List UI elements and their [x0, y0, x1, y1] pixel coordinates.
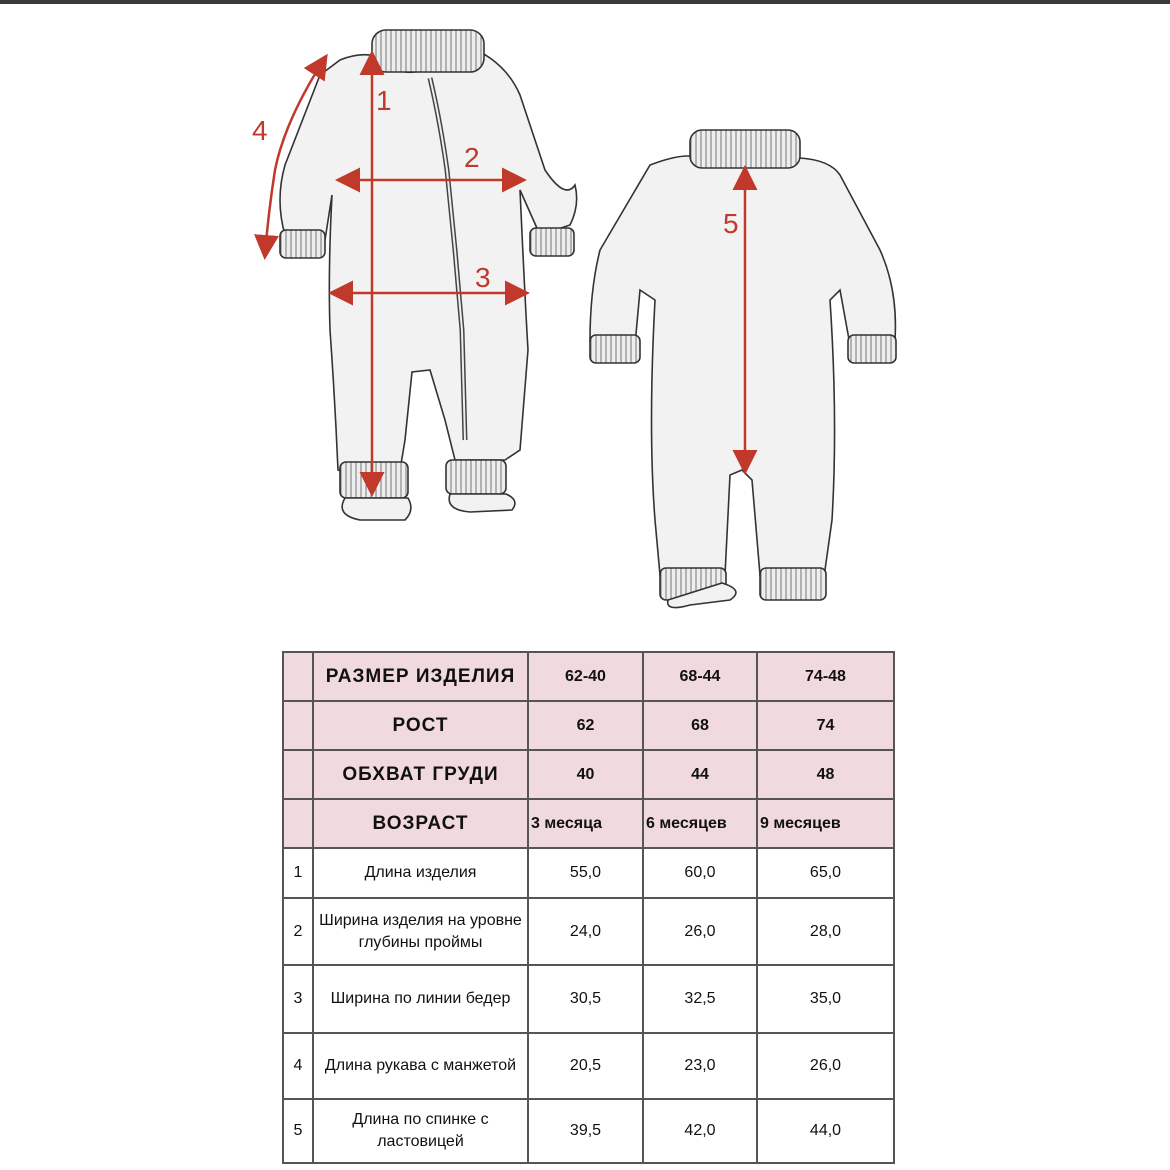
table-row: [283, 1099, 894, 1163]
row-value: 55,0: [528, 848, 643, 898]
header-value: 74-48: [757, 652, 894, 701]
header-row-age: [283, 799, 894, 848]
header-value: 74: [757, 701, 894, 750]
header-value: 44: [643, 750, 757, 799]
row-number: 4: [283, 1033, 313, 1099]
back-collar: [690, 130, 800, 168]
size-chart-table: [282, 651, 895, 1164]
row-value: 39,5: [528, 1099, 643, 1163]
row-number: 3: [283, 965, 313, 1033]
header-value: 6 месяцев: [643, 799, 757, 848]
table-row: [283, 898, 894, 965]
row-value: 35,0: [757, 965, 894, 1033]
back-left-cuff: [590, 335, 640, 363]
header-value: 62-40: [528, 652, 643, 701]
row-value: 42,0: [643, 1099, 757, 1163]
header-value: 62: [528, 701, 643, 750]
row-value: 44,0: [757, 1099, 894, 1163]
measure-label-3: 3: [475, 262, 491, 293]
row-value: 24,0: [528, 898, 643, 965]
header-empty-cell: [283, 799, 313, 848]
back-body-outline: [590, 156, 895, 575]
row-label: Длина по спинке с ластовицей: [313, 1099, 528, 1163]
row-label: Ширина изделия на уровне глубины проймы: [313, 898, 528, 965]
row-value: 20,5: [528, 1033, 643, 1099]
back-right-cuff: [848, 335, 896, 363]
header-value: 40: [528, 750, 643, 799]
row-label: Длина изделия: [313, 848, 528, 898]
header-value: 48: [757, 750, 894, 799]
row-value: 65,0: [757, 848, 894, 898]
measure-label-5: 5: [723, 208, 739, 239]
header-label-age: ВОЗРАСТ: [313, 799, 528, 848]
row-number: 1: [283, 848, 313, 898]
row-value: 32,5: [643, 965, 757, 1033]
front-body-outline: [280, 45, 577, 480]
row-label: Длина рукава с манжетой: [313, 1033, 528, 1099]
table-row: [283, 1033, 894, 1099]
header-value: 68: [643, 701, 757, 750]
header-label-chest: ОБХВАТ ГРУДИ: [313, 750, 528, 799]
header-empty-cell: [283, 701, 313, 750]
header-value: 68-44: [643, 652, 757, 701]
front-right-foot: [449, 494, 515, 512]
front-left-cuff: [280, 230, 325, 258]
header-empty-cell: [283, 652, 313, 701]
header-row-size: [283, 652, 894, 701]
table-row: [283, 848, 894, 898]
header-row-height: [283, 701, 894, 750]
header-empty-cell: [283, 750, 313, 799]
header-label-height: РОСТ: [313, 701, 528, 750]
header-row-chest: [283, 750, 894, 799]
front-right-ankle-cuff: [446, 460, 506, 494]
row-number: 2: [283, 898, 313, 965]
back-view-romper: [590, 130, 896, 608]
row-number: 5: [283, 1099, 313, 1163]
front-left-foot: [342, 498, 411, 520]
row-value: 30,5: [528, 965, 643, 1033]
measure-label-4: 4: [252, 115, 268, 146]
measure-label-2: 2: [464, 142, 480, 173]
row-value: 28,0: [757, 898, 894, 965]
front-view-romper: [280, 30, 577, 520]
table-row: [283, 965, 894, 1033]
header-value: 3 месяца: [528, 799, 643, 848]
front-left-ankle-cuff: [340, 462, 408, 498]
front-collar: [372, 30, 484, 72]
back-right-ankle-cuff: [760, 568, 826, 600]
header-value: 9 месяцев: [757, 799, 894, 848]
row-value: 26,0: [757, 1033, 894, 1099]
row-value: 26,0: [643, 898, 757, 965]
row-value: 23,0: [643, 1033, 757, 1099]
front-right-cuff: [530, 228, 574, 256]
measure-label-1: 1: [376, 85, 392, 116]
header-label-size: РАЗМЕР ИЗДЕЛИЯ: [313, 652, 528, 701]
row-label: Ширина по линии бедер: [313, 965, 528, 1033]
row-value: 60,0: [643, 848, 757, 898]
